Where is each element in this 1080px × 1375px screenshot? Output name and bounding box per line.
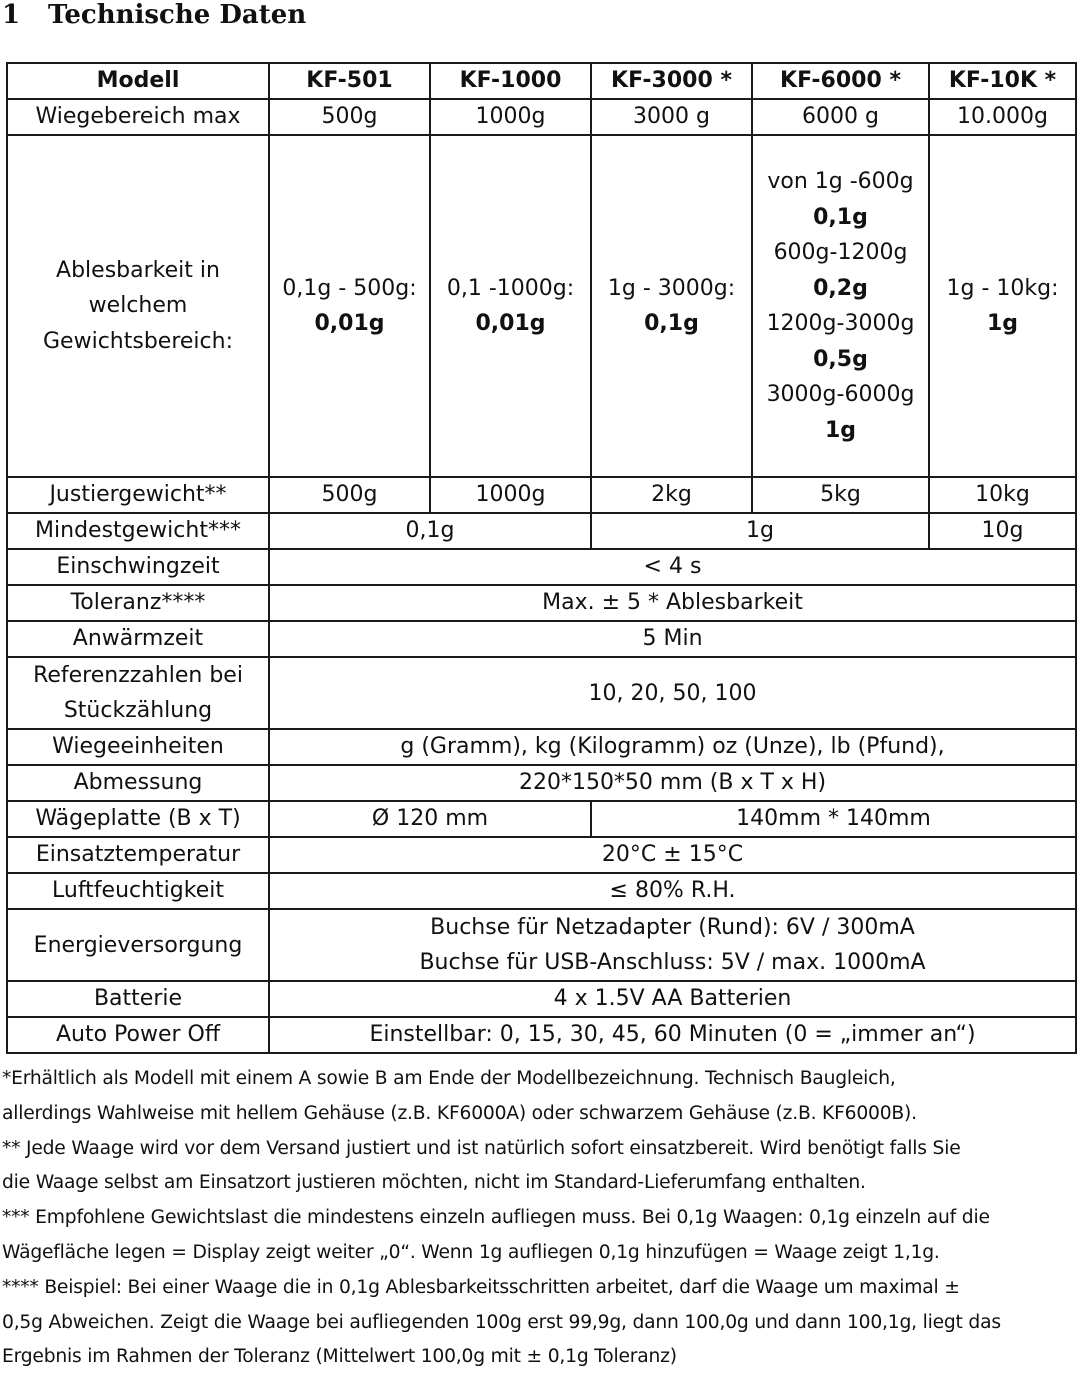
footnote-line: ** Jede Waage wird vor dem Versand justiert und ist natürlich sofort einsatzbereit. Wird benötigt falls Sie [2, 1137, 961, 1159]
table-cell: 4 x 1.5V AA Batterien [269, 981, 1076, 1017]
section-heading [0, 0, 306, 34]
table-row-ablesbarkeit [7, 135, 1076, 477]
range-text: von 1g -600g [767, 169, 914, 194]
table-cell [591, 135, 752, 477]
range-text: 0,1g - 500g: [282, 275, 417, 301]
table-cell: g (Gramm), kg (Kilogramm) oz (Unze), lb (Pfund), [269, 729, 1076, 765]
table-row-batterie [7, 981, 1076, 1017]
table-cell [929, 135, 1076, 477]
row-label: Luftfeuchtigkeit [7, 873, 269, 909]
range-text: 1g - 10kg: [946, 275, 1059, 301]
table-row-wiegeeinheiten [7, 729, 1076, 765]
row-label: Anwärmzeit [7, 621, 269, 657]
resolution-value: 0,01g [475, 311, 546, 336]
range-text: 600g-1200g [773, 240, 908, 265]
row-label: Wiegebereich max [7, 99, 269, 135]
table-cell: 1000g [430, 99, 591, 135]
table-row-waegeplatte [7, 801, 1076, 837]
table-row-referenzzahlen [7, 657, 1076, 729]
range-text: 1g - 3000g: [607, 275, 736, 301]
table-cell: 1000g [430, 477, 591, 513]
footnote-line: Ergebnis im Rahmen der Toleranz (Mittelwert 100,0g mit ± 0,1g Toleranz) [2, 1346, 677, 1368]
spec-table [6, 62, 1077, 1054]
table-cell: 500g [269, 99, 430, 135]
table-cell: 10kg [929, 477, 1076, 513]
row-label-line: Referenzzahlen bei [33, 663, 243, 688]
row-label: Auto Power Off [7, 1017, 269, 1053]
table-cell: 6000 g [752, 99, 929, 135]
row-label: Mindestgewicht*** [7, 513, 269, 549]
table-cell: 500g [269, 477, 430, 513]
row-label: Toleranz**** [7, 585, 269, 621]
table-row-abmessung [7, 765, 1076, 801]
table-cell [430, 135, 591, 477]
table-cell: 0,1g [269, 513, 591, 549]
table-row-anwaermzeit [7, 621, 1076, 657]
table-row-toleranz [7, 585, 1076, 621]
table-row-energieversorgung [7, 909, 1076, 981]
row-label [7, 657, 269, 729]
table-cell [752, 135, 929, 477]
table-cell: 5kg [752, 477, 929, 513]
row-label: Wiegeeinheiten [7, 729, 269, 765]
table-cell: < 4 s [269, 549, 1076, 585]
cell-line: Buchse für Netzadapter (Rund): 6V / 300mA [430, 915, 915, 940]
table-row-einsatztemperatur [7, 837, 1076, 873]
resolution-value: 1g [986, 311, 1019, 336]
table-cell: 3000 g [591, 99, 752, 135]
resolution-value: 0,01g [314, 311, 385, 336]
resolution-value: 1g [824, 417, 857, 443]
resolution-value: 0,2g [813, 275, 868, 301]
footnote-line: *Erhältlich als Modell mit einem A sowie B am Ende der Modellbezeichnung. Technisch Baugleich, [2, 1068, 896, 1089]
row-label: Ablesbarkeit in welchem Gewichtsbereich: [7, 135, 269, 477]
table-cell: Ø 120 mm [269, 801, 591, 837]
table-cell: 10, 20, 50, 100 [269, 657, 1076, 729]
table-cell: 1g [591, 513, 929, 549]
range-text: 0,1 -1000g: [446, 275, 575, 301]
table-row-einschwingzeit [7, 549, 1076, 585]
table-cell: 220*150*50 mm (B x T x H) [269, 765, 1076, 801]
table-row-auto-power-off [7, 1017, 1076, 1053]
row-label: Batterie [7, 981, 269, 1017]
row-label: Justiergewicht** [7, 477, 269, 513]
resolution-value: 0,1g [644, 311, 699, 336]
footnote-line: die Waage selbst am Einsatzort justieren möchten, nicht im Standard-Lieferumfang enthalten. [2, 1172, 866, 1194]
row-label-line: Stückzählung [63, 698, 213, 723]
footnote-line: allerdings Wahlweise mit hellem Gehäuse (z.B. KF6000A) oder schwarzem Gehäuse (z.B. KF6000B). [2, 1102, 917, 1124]
model-kf501: KF-501 [269, 63, 430, 99]
range-text: 1200g-3000g [766, 311, 915, 336]
table-row-luftfeuchtigkeit [7, 873, 1076, 909]
section-number: 1 [2, 0, 21, 30]
table-row-header [7, 63, 1076, 99]
resolution-value: 0,1g [813, 204, 868, 230]
footnote-line: **** Beispiel: Bei einer Waage die in 0,1g Ablesbarkeitsschritten arbeitet, darf die Waage um maximal ± [2, 1276, 960, 1298]
table-row-mindestgewicht [7, 513, 1076, 549]
model-kf6000: KF-6000 * [752, 63, 929, 99]
cell-line: Buchse für USB-Anschluss: 5V / max. 1000mA [419, 950, 926, 975]
table-cell: ≤ 80% R.H. [269, 873, 1076, 909]
footnote-line: *** Empfohlene Gewichtslast die mindestens einzeln aufliegen muss. Bei 0,1g Waagen: 0,1g einzeln auf die [2, 1207, 990, 1229]
table-cell: 20°C ± 15°C [269, 837, 1076, 873]
row-label: Einsatztemperatur [7, 837, 269, 873]
section-title: Technische Daten [48, 0, 307, 30]
table-cell: 10.000g [929, 99, 1076, 135]
table-cell: 10g [929, 513, 1076, 549]
row-label: Energieversorgung [7, 909, 269, 981]
footnote-line: 0,5g Abweichen. Zeigt die Waage bei aufliegenden 100g erst 99,9g, dann 100,0g und dann 100,1g, liegt das [2, 1311, 1001, 1333]
resolution-value: 0,5g [813, 346, 868, 372]
table-row-wiegebereich [7, 99, 1076, 135]
table-row-justiergewicht [7, 477, 1076, 513]
footnotes [0, 1062, 1080, 1375]
row-label: Abmessung [7, 765, 269, 801]
model-kf3000: KF-3000 * [591, 63, 752, 99]
table-cell: 2kg [591, 477, 752, 513]
table-cell [269, 135, 430, 477]
model-kf10k: KF-10K * [929, 63, 1076, 99]
row-label: Wägeplatte (B x T) [7, 801, 269, 837]
model-kf1000: KF-1000 [430, 63, 591, 99]
table-cell [269, 909, 1076, 981]
header-label: Modell [7, 63, 269, 99]
table-cell: Max. ± 5 * Ablesbarkeit [269, 585, 1076, 621]
table-cell: 5 Min [269, 621, 1076, 657]
range-text: 3000g-6000g [766, 382, 915, 407]
table-cell: 140mm * 140mm [591, 801, 1076, 837]
footnote-line: Wägefläche legen = Display zeigt weiter „0“. Wenn 1g aufliegen 0,1g hinzufügen = Waage zeigt 1,1g. [2, 1241, 940, 1263]
row-label: Einschwingzeit [7, 549, 269, 585]
table-cell: Einstellbar: 0, 15, 30, 45, 60 Minuten (0 = „immer an“) [269, 1017, 1076, 1053]
